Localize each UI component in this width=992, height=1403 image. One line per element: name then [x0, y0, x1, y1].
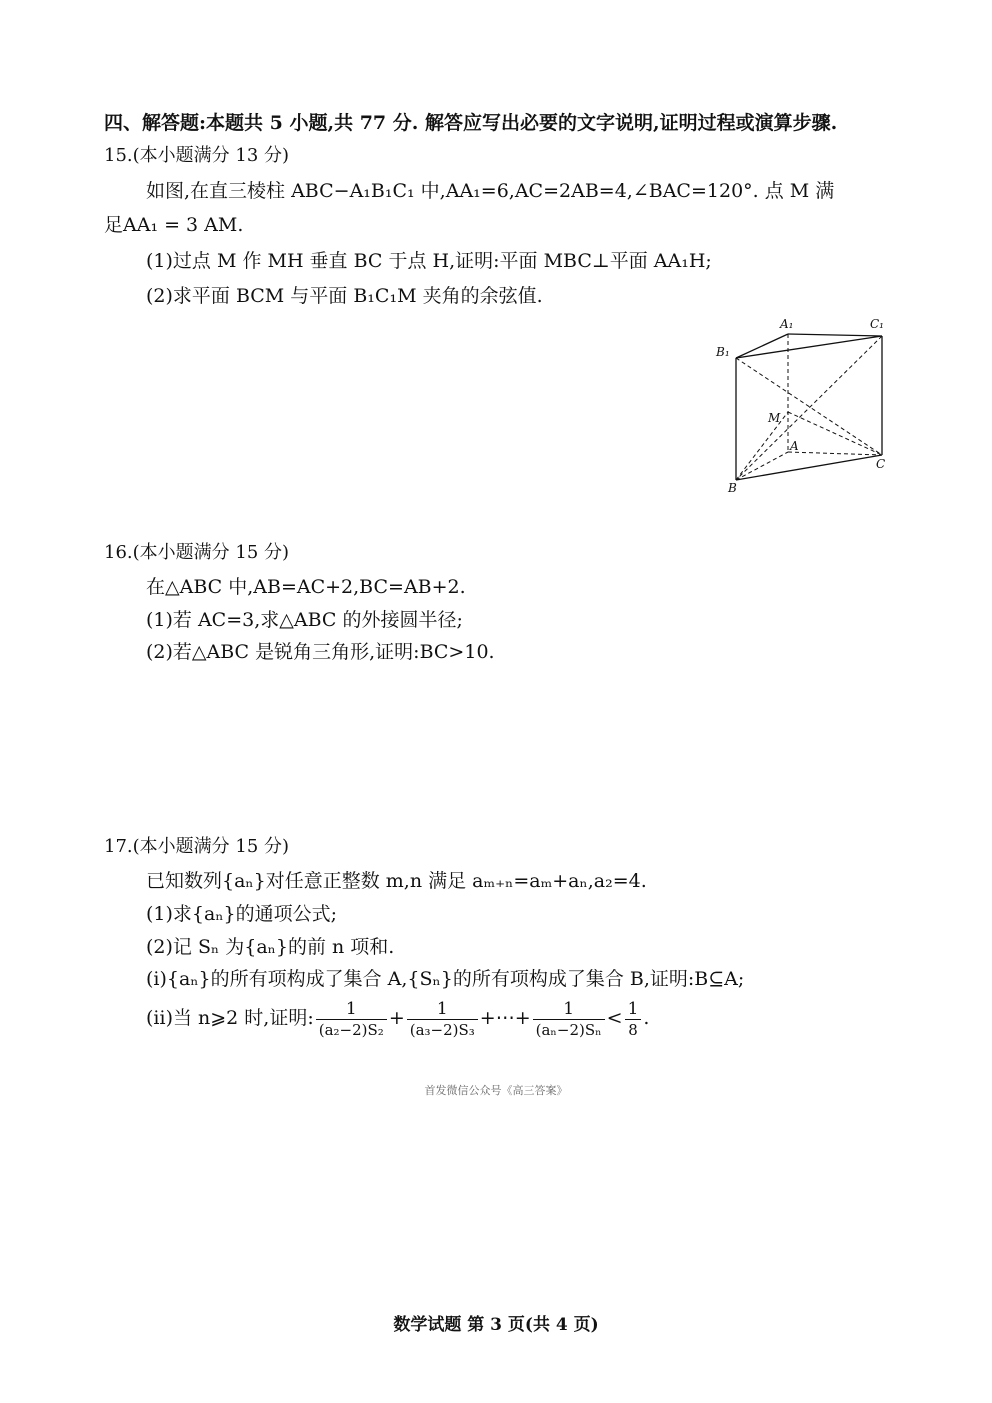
q16-header: 16.(本小题满分 15 分): [104, 542, 290, 563]
fraction-num: 1: [563, 998, 575, 1019]
fraction-term-3: [407, 999, 478, 1040]
label-C: C: [876, 457, 886, 471]
fraction-den: (a₃−2)S₃: [407, 1019, 478, 1040]
prism-figure: [710, 312, 900, 497]
label-B1: B₁: [716, 345, 730, 359]
fraction-num: 1: [436, 998, 448, 1019]
q15-part1: (1)过点 M 作 MH 垂直 BC 于点 H,证明:平面 MBC⊥平面 AA₁H;: [146, 250, 712, 272]
q16-part2: (2)若△ABC 是锐角三角形,证明:BC>10.: [146, 641, 495, 663]
label-M: M: [768, 411, 781, 425]
q16-stem: 在△ABC 中,AB=AC+2,BC=AB+2.: [146, 576, 466, 598]
fraction-term-2: [316, 999, 387, 1040]
q17-part2ii-prefix: (ⅱ)当 n⩾2 时,证明:: [146, 1007, 314, 1029]
less-than-sign: <: [606, 1007, 623, 1029]
q15-stem-line1: 如图,在直三棱柱 ABC−A₁B₁C₁ 中,AA₁=6,AC=2AB=4,∠BAC=120°. 点 M 满: [146, 180, 835, 202]
fraction-den: 8: [625, 1019, 642, 1040]
q17-part2ii: [146, 997, 649, 1040]
page-footer: 数学试题 第 3 页(共 4 页): [393, 1315, 599, 1335]
q17-header: 17.(本小题满分 15 分): [104, 836, 290, 857]
fraction-term-n: [533, 999, 605, 1040]
q15-header: 15.(本小题满分 13 分): [104, 145, 290, 166]
q17-part2i: (ⅰ){aₙ}的所有项构成了集合 A,{Sₙ}的所有项构成了集合 B,证明:B⊆A;: [146, 968, 745, 990]
fraction-den: (a₂−2)S₂: [316, 1019, 387, 1040]
fraction-den: (aₙ−2)Sₙ: [533, 1019, 605, 1040]
section-title: 四、解答题:本题共 5 小题,共 77 分. 解答应写出必要的文字说明,证明过程或演算步骤.: [104, 112, 838, 134]
ellipsis-sign: +⋯+: [479, 1007, 531, 1029]
q15-part2: (2)求平面 BCM 与平面 B₁C₁M 夹角的余弦值.: [146, 285, 543, 307]
q15-stem-line2: 足AA₁ = 3 AM.: [104, 214, 244, 236]
watermark-text: 首发微信公众号《高三答案》: [424, 1084, 568, 1097]
label-A: A: [790, 439, 799, 453]
label-A1: A₁: [780, 317, 794, 331]
q17-part1: (1)求{aₙ}的通项公式;: [146, 903, 338, 925]
fraction-num: 1: [627, 998, 639, 1019]
plus-sign: +: [388, 1007, 405, 1029]
q16-part1: (1)若 AC=3,求△ABC 的外接圆半径;: [146, 609, 463, 631]
label-C1: C₁: [870, 317, 884, 331]
fraction-one-eighth: [625, 999, 642, 1040]
q17-part2: (2)记 Sₙ 为{aₙ}的前 n 项和.: [146, 936, 395, 958]
label-B: B: [728, 481, 737, 495]
fraction-num: 1: [345, 998, 357, 1019]
period: .: [643, 1007, 650, 1029]
q17-stem: 已知数列{aₙ}对任意正整数 m,n 满足 aₘ₊ₙ=aₘ+aₙ,a₂=4.: [146, 870, 647, 892]
